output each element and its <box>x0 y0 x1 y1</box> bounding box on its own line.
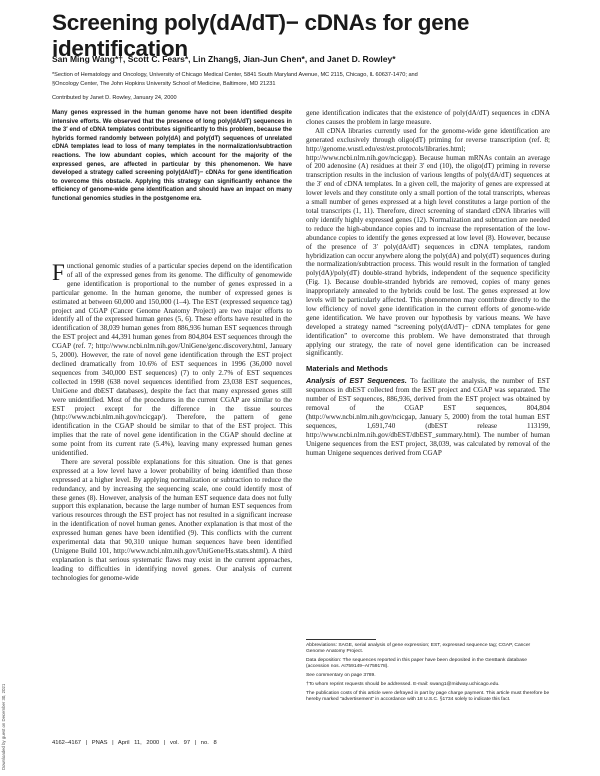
abstract: Many genes expressed in the human genome have not been identified despite intensive efforts. We observed that the presence of long poly(dA/dT) sequences in the 3′ end of cDNA templates contributes significantly to this problem, because the hybrids formed randomly between poly(dA) and poly(dT) sequences of unrelated cDNA templates lead to loss of many templates in the normalization/subtraction reactions. The low abundant copies, which account for the majority of the expressed genes, are affected in particular by this phenomenon. We have developed a strategy called screening poly(dA/dT)− cDNAs for gene identification to overcome this obstacle. Applying this strategy can significantly enhance the efficiency of genome-wide gene identification and should have an impact on many functional genomics studies in the postgenome era. <box>52 110 292 202</box>
intro-paragraph-1-text: unctional genomic studies of a particular species depend on the identification of all of the expressed genes from its genome. The difficulty of genomewide gene identification is proportional to the number of genes expressed in a particular genome. In the human genome, the number of expressed genes is estimated at between 60,000 and 150,000 (1–4). The EST (expressed sequence tag) project and CGAP (Cancer Genome Anatomy Project) are two major efforts to identify all of the expressed human genes (5, 6). These efforts have resulted in the identification of 38,039 human genes from 886,936 human EST sequences through the EST project and 44,391 human genes from 804,804 EST sequences through the CGAP (ref. 7; http://www.ncbi.nlm.nih.gov/UniGene/genc.discovery.html, January 5, 2000). However, the rate of novel gene identification through the EST project declined dramatically from 10.6% of EST sequences in 1996 (36,000 novel sequences from 340,000 EST sequences) (7) to only 2.7% of EST sequences collected in 1998 (638 novel sequences identified from 23,038 EST sequences, UniGene and dbEST databases), despite the fact that many expressed genes still were unidentified. Most of the procedures in the current CGAP are similar to the EST project except for the difference in the tissue sources (http://www.ncbi.nlm.nih.gov/ncicgap/). Therefore, the pattern of gene identification in the CGAP should be similar to that of the EST project. This implies that the rate of novel gene identification in the CGAP should decline at some point from its current rate (5.4%), leaving many expressed human genes unidentified. <box>52 262 292 458</box>
intro-paragraph-3: gene identification indicates that the existence of poly(dA/dT) sequences in cDNA clones causes the problem in large measure. <box>306 109 550 126</box>
affiliation-2: §Oncology Center, The John Hopkins University School of Medicine, Baltimore, MD 21231 <box>52 80 276 87</box>
intro-paragraph-2: There are several possible explanations for this situation. One is that genes expressed at a low level have a lower probability of being identified than those expressed at a higher level. By applying normalization or subtraction to reduce the redundancy, and by increasing the sequencing scale, one could identify most of these genes (8). However, analysis of the human EST sequence data does not fully support this explanation, because the large number of human EST sequences from various resources through the EST project has not resulted in a significant increase in the identification of novel human genes. Another explanation is that most of the expressed human genes have been identified (9). This conflicts with the current experimental data that 90,310 unique human sequences have been identified (Unigene Build 101, http://www.ncbi.nlm.nih.gov/UniGene/Hs.stats.shtml). A third explanation is that serious systematic flaws may exist in the current approaches, leading to difficulties in identifying novel genes. Our analysis of current technologies for genome-wide <box>52 457 292 582</box>
methods-paragraph <box>306 377 550 457</box>
page-footer: 4162–4167 | PNAS | April 11, 2000 | vol. 97 | no. 8 <box>52 740 217 746</box>
article-title: Screening poly(dA/dT)− cDNAs for gene identification <box>52 10 470 61</box>
affiliations <box>52 71 572 88</box>
footnote-data-deposition: Data deposition: The sequences reported in this paper have been deposited in the GenBank database (accession nos. AI759149–AI759178). <box>306 658 527 670</box>
run-in-heading: Analysis of EST Sequences. <box>306 377 407 386</box>
affiliation-1: *Section of Hematology and Oncology, University of Chicago Medical Center, 5841 South Maryland Avenue, MC 2115, Chicago, IL 60637-1470; and <box>52 72 418 78</box>
contributed-line: Contributed by Janet D. Rowley, January 24, 2000 <box>52 95 177 101</box>
author-list: San Ming Wang*†, Scott C. Fears*, Lin Zhang§, Jian-Jun Chen*, and Janet D. Rowley* <box>52 54 396 64</box>
footnotes <box>306 643 550 706</box>
intro-paragraph-4: All cDNA libraries currently used for the genome-wide gene identification are generated exclusively through oligo(dT) priming for reverse transcription (ref. 8; http://genome.wustl.edu/est/est.protocols/libraries.html; http://www.ncbi.nlm.nih.gov/ncicgap). Because human mRNAs contain an average of 200 adenosine (A) residues at their 3′ end (10), the oligo(dT) priming in reverse transcription results in the inclusion of various lengths of poly(dA/dT) sequences at the 3′ end of cDNA templates. In a given cell, the majority of genes are expressed at lower levels and they constitute only a small portion of the total transcripts, whereas a small number of genes expressed at a high level constitutes a large portion of the total transcripts (1, 11). Therefore, direct screening of standard cDNA libraries will only identify highly expressed genes (12). Normalization and subtraction are needed to reduce the high-abundance copies and to increase the representation of the low-abundance copies to identify the genes expressed at low level (8). However, because of the presence of 3′ poly(dA/dT) sequences in cDNA templates, random hybridization can occur anywhere along the poly(dA) and poly(dT) sequences during the normalization/subtraction process. This would result in the formation of tangled poly(dA)/poly(dT) double-strand hybrids, independent of the sequence specificity (Fig. 1). Because double-stranded hybrids are removed, copies of many genes inappropriately annealed to the hybrids could be lost. The genes expressed at low levels will be particularly affected. This phenomenon may contribute directly to the low efficiency of novel gene identification in the current efforts of genome-wide gene identification. We have proven our hypothesis by various means. We have developed a strategy named “screening poly(dA/dT)− cDNA templates for gene identification” to overcome this problem. We have demonstrated that through applying our strategy, the rate of novel gene identification can be increased significantly. <box>306 126 550 358</box>
intro-paragraph-1 <box>52 262 292 458</box>
footnote-publication-costs: The publication costs of this article were defrayed in part by page charge payment. This article must therefore be hereby marked “advertisement” in accordance with 18 U.S.C. §1734 solely to indicate this fact. <box>306 690 550 703</box>
footnote-divider <box>306 639 376 640</box>
section-heading-methods: Materials and Methods <box>306 364 388 374</box>
footnote-commentary: See commentary on page 3789. <box>306 673 376 679</box>
methods-paragraph-text: To facilitate the analysis, the number of EST sequences in dbEST collected from the EST project and CGAP was separated. The number of EST sequences, 886,936, derived from the EST project was obtained by removal of the CGAP EST sequences, 804,804 (http://www.ncbi.nlm.nih.gov/ncicgap, January 5, 2000) from the total human EST sequences, 1,691,740 (dbEST release 113199, http://www.ncbi.nlm.nih.gov/dbEST/dbEST_summary.html). The number of human Unigene sequences from the EST project, 38,039, was calculated by removal of the human Unigene sequences derived from CGAP <box>306 377 550 457</box>
footnote-abbreviations: Abbreviations: SAGE, serial analysis of gene expression; EST, expressed sequence tag; CGAP, Cancer Genome Anatomy Project. <box>306 643 531 655</box>
body-column-left <box>52 262 292 583</box>
drop-cap: F <box>52 260 65 285</box>
footnote-reprints: †To whom reprint requests should be addressed. E-mail: swang1@midway.uchicago.edu. <box>306 681 500 687</box>
body-column-right <box>306 109 550 457</box>
download-watermark: Downloaded by guest on December 30, 2021 <box>1 683 6 770</box>
